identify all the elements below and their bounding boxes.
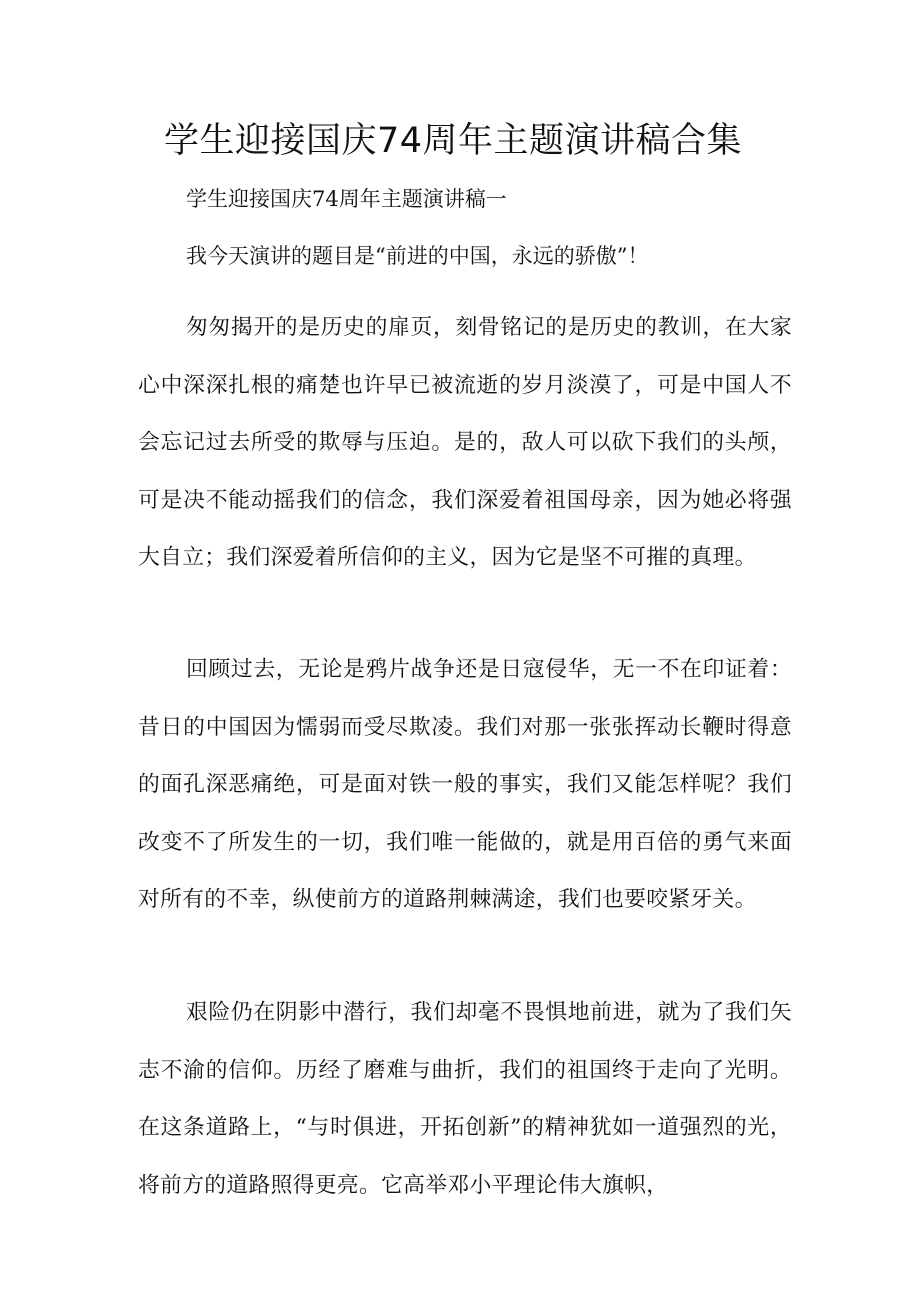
body-paragraph: 回顾过去，无论是鸦片战争还是日寇侵华，无一不在印证着：昔日的中国因为懦弱而受尽欺凌。我们对那一张张挥动长鞭时得意的面孔深恶痛绝，可是面对铁一般的事实，我们又能怎样呢？我们改变不了所发生的一切，我们唯一能做的，就是用百倍的勇气来面对所有的不幸，纵使前方的道路荆棘满途，我们也要咬紧牙关。: [138, 657, 792, 912]
speech-topic-line: 我今天演讲的题目是“前进的中国，永远的骄傲”！: [186, 244, 649, 268]
body-paragraph: 匆匆揭开的是历史的扉页，刻骨铭记的是历史的教训，在大家心中深深扎根的痛楚也许早已被流逝的岁月淡漠了，可是中国人不会忘记过去所受的欺辱与压迫。是的，敌人可以砍下我们的头颅，可是决不能动摇我们的信念，我们深爱着祖国母亲，因为她必将强大自立；我们深爱着所信仰的主义，因为它是坚不可摧的真理。: [138, 315, 792, 570]
body-paragraph: 艰险仍在阴影中潜行，我们却毫不畏惧地前进，就为了我们矢志不渝的信仰。历经了磨难与曲折，我们的祖国终于走向了光明。在这条道路上，“与时俱进，开拓创新”的精神犹如一道强烈的光，将前方的道路照得更亮。它高举邓小平理论伟大旗帜，: [138, 1000, 792, 1198]
document-title: 学生迎接国庆74周年主题演讲稿合集: [163, 121, 743, 161]
speech-subtitle: 学生迎接国庆74周年主题演讲稿一: [186, 187, 507, 211]
